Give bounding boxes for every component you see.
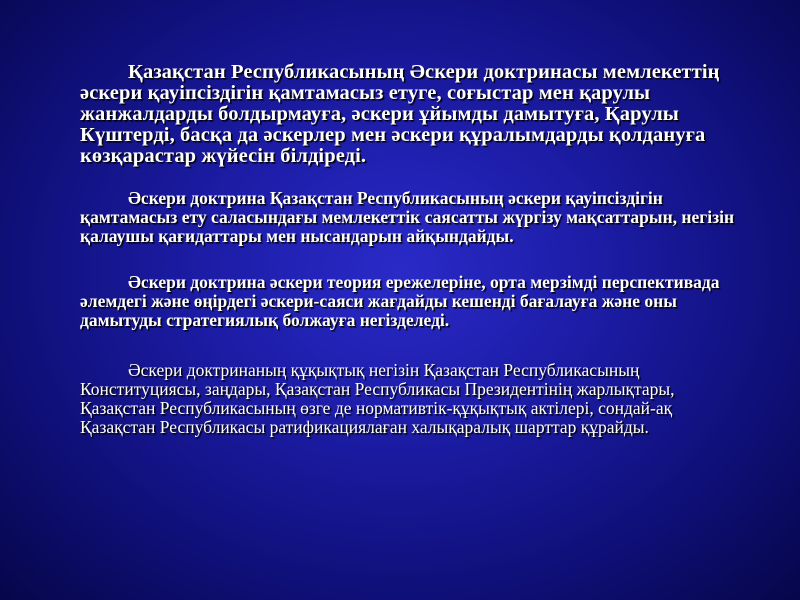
paragraph-doctrine-basis: Әскери доктрина әскери теория ережелеріне, орта мерзімді перспективада әлемдегі және өңірдегі әскери-саяси жағдайды кешенді бағалауға және оны дамытуды стратегиялық болжауға негізделеді. xyxy=(80,272,720,330)
paragraph-legal-basis: Әскери доктринаның құқықтық негізін Қазақстан Республикасының Конституциясы, заңдары, Қазақстан Республикасы Президентінің жарлықтары, Қазақстан Республикасының өзге де нормативтік-құқықтық актілері, сондай-ақ Қазақстан Республикасы ратификациялаған халықаралық шарттар құрайды. xyxy=(80,360,675,437)
slide-content xyxy=(80,62,745,437)
paragraph-doctrine-purpose: Әскери доктрина Қазақстан Республикасының әскери қауіпсіздігін қамтамасыз ету саласындағы мемлекеттік саясатты жүргізу мақсаттарын, негізін қалаушы қағидаттары мен нысандарын айқындайды. xyxy=(80,188,735,246)
paragraph-doctrine-definition: Қазақстан Республикасының Әскери доктринасы мемлекеттің әскери қауіпсіздігін қамтамасыз етуге, соғыстар мен қарулы жанжалдарды болдырмауға, әскери ұйымды дамытуға, Қарулы Күштерді, басқа да әскерлер мен әскери құралымдарды қолдануға көзқарастар жүйесін білдіреді. xyxy=(80,61,720,167)
